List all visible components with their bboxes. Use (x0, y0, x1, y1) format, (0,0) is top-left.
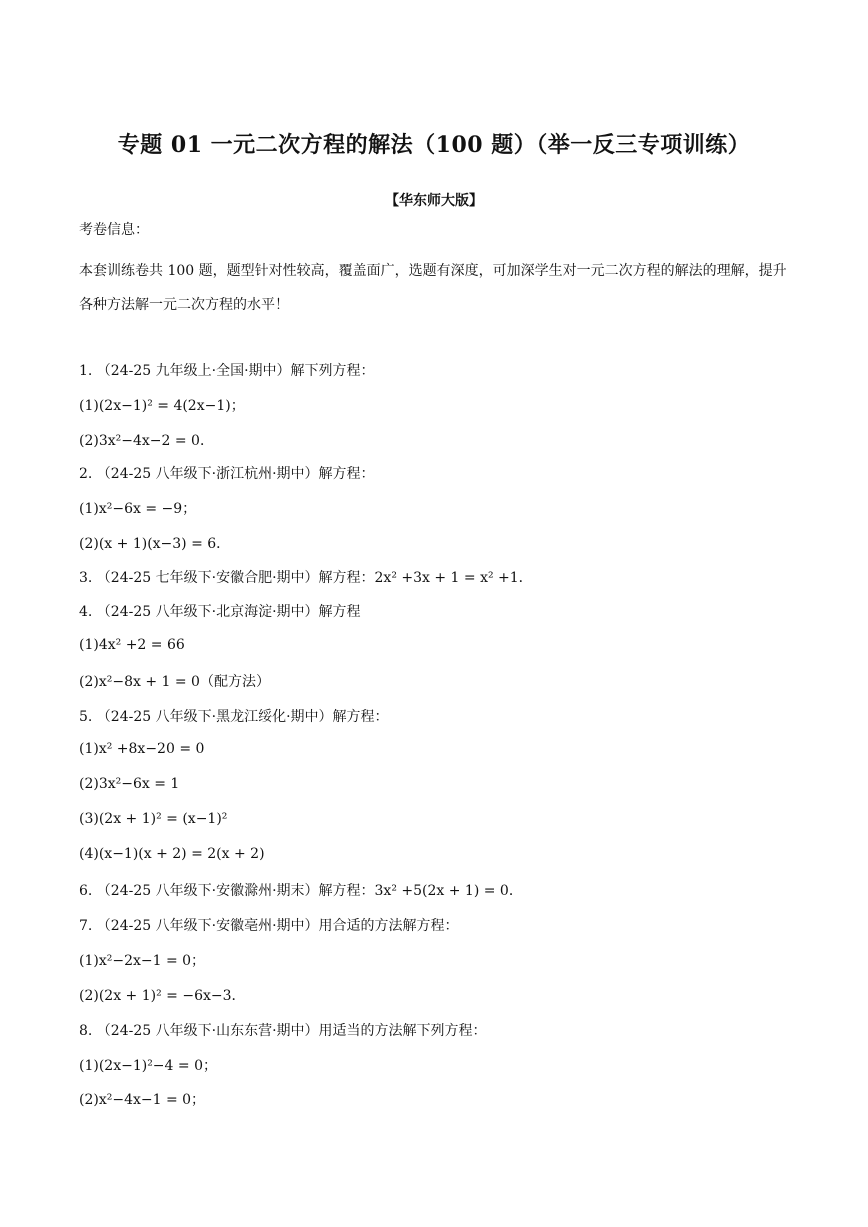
question-line: 6. （24-25 八年级下·安徽滁州·期末）解方程：3x² +5(2x + 1) = 0． (79, 883, 523, 899)
question-line: (1)(2x−1)² = 4(2x−1)； (79, 398, 245, 414)
question-line: (2)3x²−6x = 1 (79, 776, 180, 792)
question-line: (2)3x²−4x−2 = 0． (79, 433, 214, 449)
question-line: 4. （24-25 八年级下·北京海淀·期中）解方程 (79, 604, 361, 620)
info-label: 考卷信息： (79, 222, 149, 238)
question-line: (1)x²−6x = −9； (79, 501, 197, 517)
info-text: 本套训练卷共 100 题，题型针对性较高，覆盖面广，选题有深度，可加深学生对一元二次方程的解法的理解，提升各种方法解一元二次方程的水平！ (79, 263, 787, 313)
question-line: (2)(x + 1)(x−3) = 6． (79, 536, 231, 552)
question-line: (1)x²−2x−1 = 0； (79, 953, 206, 969)
edition-label: 【华东师大版】 (385, 193, 483, 209)
question-line: (2)x²−4x−1 = 0； (79, 1092, 206, 1108)
question-line: (1)(2x−1)²−4 = 0； (79, 1058, 217, 1074)
question-line: (1)x² +8x−20 = 0 (79, 741, 205, 757)
question-line: (2)(2x + 1)² = −6x−3． (79, 988, 246, 1004)
question-line: 1. （24-25 九年级上·全国·期中）解下列方程： (79, 363, 375, 379)
question-line: (1)4x² +2 = 66 (79, 637, 185, 653)
page-title: 专题 01 一元二次方程的解法（100 题）（举一反三专项训练） (117, 132, 751, 158)
question-line: 7. （24-25 八年级下·安徽亳州·期中）用合适的方法解方程： (79, 918, 459, 934)
question-line: (2)x²−8x + 1 = 0（配方法） (79, 674, 270, 690)
question-line: (4)(x−1)(x + 2) = 2(x + 2) (79, 846, 265, 862)
question-line: 3. （24-25 七年级下·安徽合肥·期中）解方程：2x² +3x + 1 = x² +1． (79, 570, 533, 586)
question-line: 8. （24-25 八年级下·山东东营·期中）用适当的方法解下列方程： (79, 1023, 487, 1039)
question-line: 2. （24-25 八年级下·浙江杭州·期中）解方程： (79, 466, 375, 482)
question-line: 5. （24-25 八年级下·黑龙江绥化·期中）解方程： (79, 709, 389, 725)
question-line: (3)(2x + 1)² = (x−1)² (79, 811, 228, 827)
